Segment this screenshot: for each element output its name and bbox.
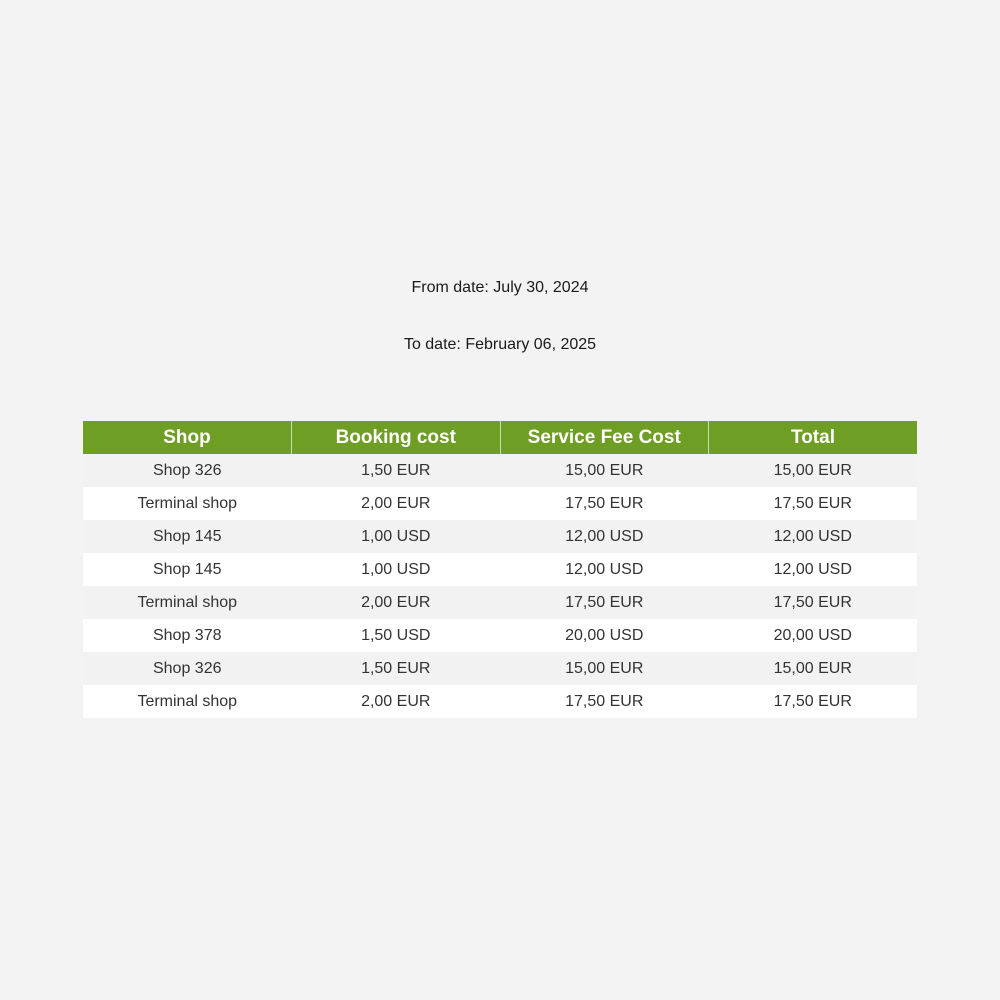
cell-service-fee-cost: 20,00 USD [500, 619, 709, 652]
cell-shop: Shop 145 [83, 520, 292, 553]
table-row [83, 586, 917, 619]
column-header-booking-cost: Booking cost [292, 421, 501, 454]
table-row [83, 520, 917, 553]
table-row [83, 652, 917, 685]
cell-total: 20,00 USD [709, 619, 918, 652]
cell-total: 17,50 EUR [709, 685, 918, 718]
cell-booking-cost: 2,00 EUR [292, 487, 501, 520]
column-header-shop: Shop [83, 421, 292, 454]
cell-total: 17,50 EUR [709, 487, 918, 520]
cell-shop: Terminal shop [83, 487, 292, 520]
cell-total: 12,00 USD [709, 553, 918, 586]
cell-total: 17,50 EUR [709, 586, 918, 619]
cell-service-fee-cost: 17,50 EUR [500, 685, 709, 718]
table-row [83, 553, 917, 586]
cell-service-fee-cost: 17,50 EUR [500, 586, 709, 619]
table-header-row [83, 421, 917, 454]
cell-booking-cost: 1,00 USD [292, 520, 501, 553]
table-row [83, 619, 917, 652]
cost-table [83, 421, 917, 718]
cell-booking-cost: 1,50 EUR [292, 454, 501, 487]
cell-service-fee-cost: 17,50 EUR [500, 487, 709, 520]
cell-shop: Shop 145 [83, 553, 292, 586]
to-date-label: To date: February 06, 2025 [403, 336, 597, 353]
cell-shop: Shop 326 [83, 454, 292, 487]
cell-shop: Terminal shop [83, 685, 292, 718]
table-row [83, 454, 917, 487]
column-header-total: Total [709, 421, 918, 454]
cell-shop: Terminal shop [83, 586, 292, 619]
cell-total: 15,00 EUR [709, 454, 918, 487]
cell-booking-cost: 1,00 USD [292, 553, 501, 586]
cell-shop: Shop 326 [83, 652, 292, 685]
cell-total: 15,00 EUR [709, 652, 918, 685]
cell-service-fee-cost: 15,00 EUR [500, 454, 709, 487]
cell-booking-cost: 2,00 EUR [292, 685, 501, 718]
cell-booking-cost: 2,00 EUR [292, 586, 501, 619]
cell-service-fee-cost: 12,00 USD [500, 553, 709, 586]
column-header-service-fee-cost: Service Fee Cost [500, 421, 709, 454]
cell-booking-cost: 1,50 USD [292, 619, 501, 652]
table-row [83, 685, 917, 718]
cell-shop: Shop 378 [83, 619, 292, 652]
cell-service-fee-cost: 15,00 EUR [500, 652, 709, 685]
from-date-label: From date: July 30, 2024 [411, 279, 589, 296]
cell-booking-cost: 1,50 EUR [292, 652, 501, 685]
cell-service-fee-cost: 12,00 USD [500, 520, 709, 553]
cell-total: 12,00 USD [709, 520, 918, 553]
table-row [83, 487, 917, 520]
